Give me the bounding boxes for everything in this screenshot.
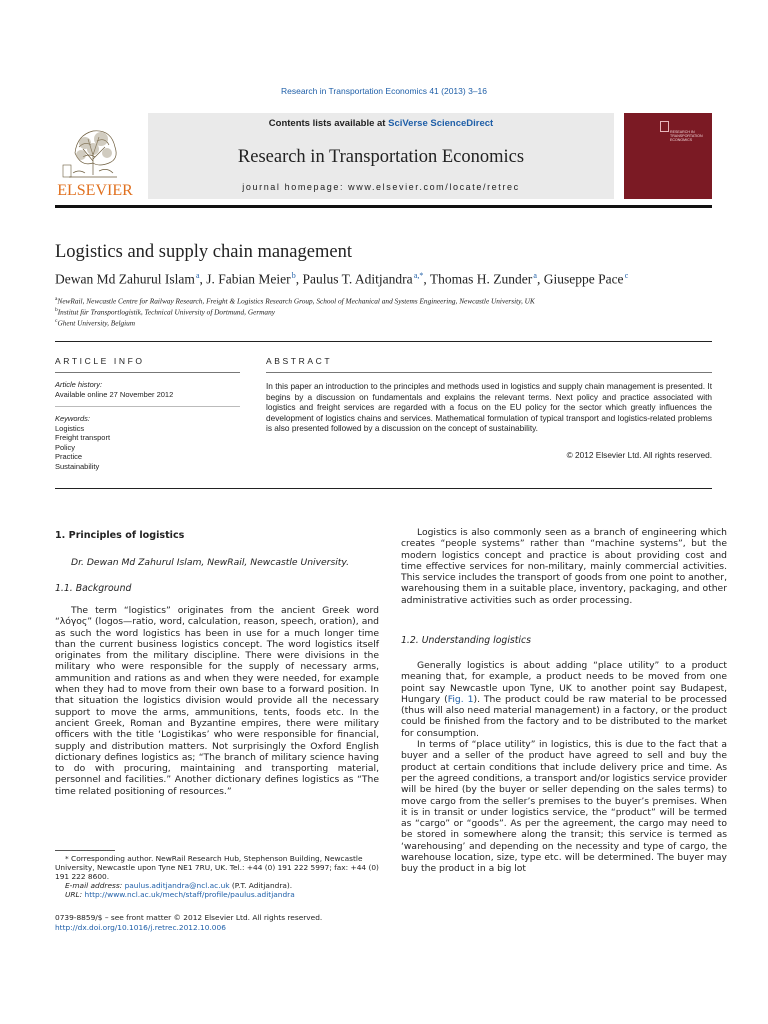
keyword[interactable]: Sustainability bbox=[55, 461, 100, 471]
section-divider bbox=[55, 488, 712, 489]
author-affiliation-marker[interactable]: c bbox=[624, 271, 629, 280]
article-history bbox=[55, 380, 240, 399]
masthead bbox=[55, 113, 712, 199]
author-name[interactable]: Dewan Md Zahurul Islam bbox=[55, 271, 195, 287]
email-label: E-mail address: bbox=[65, 881, 123, 890]
body-column-right bbox=[401, 527, 727, 606]
footnote-rule bbox=[55, 850, 115, 851]
keyword[interactable]: Freight transport bbox=[55, 433, 111, 442]
url-line bbox=[55, 890, 379, 899]
author-affiliation-marker[interactable]: a bbox=[533, 271, 537, 280]
elsevier-logo bbox=[55, 113, 135, 199]
url-label: URL: bbox=[65, 890, 83, 899]
body-column-left bbox=[55, 605, 379, 797]
paragraph-text: ). The product could be raw material to be processed (thus will also need material management) in a factory, or the product could be finished from the factory and to be distributed to the market for consumption. bbox=[401, 693, 728, 739]
cover-logo-icon bbox=[660, 121, 669, 132]
front-matter bbox=[55, 913, 385, 933]
keywords-label: Keywords: bbox=[55, 414, 91, 423]
email-suffix: (P.T. Aditjandra). bbox=[229, 881, 293, 890]
journal-cover[interactable] bbox=[624, 113, 712, 199]
author-name[interactable]: J. Fabian Meier bbox=[206, 271, 291, 287]
profile-url-link[interactable]: http://www.ncl.ac.uk/mech/staff/profile/paulus.aditjandra bbox=[84, 890, 295, 899]
affiliation-marker: c bbox=[55, 318, 58, 324]
affiliation-text: Institut für Transportlogistik, Technical University of Dortmund, Germany bbox=[57, 307, 275, 317]
abstract-copyright: © 2012 Elsevier Ltd. All rights reserved. bbox=[566, 450, 712, 460]
journal-reference[interactable]: Research in Transportation Economics 41 (2013) 3–16 bbox=[280, 86, 487, 96]
affiliation-marker: a bbox=[55, 296, 58, 302]
masthead-rule bbox=[55, 205, 712, 208]
author-name[interactable]: Paulus T. Aditjandra bbox=[302, 271, 413, 287]
doi-link[interactable]: http://dx.doi.org/10.1016/j.retrec.2012.10.006 bbox=[55, 923, 226, 932]
journal-title[interactable]: Research in Transportation Economics bbox=[237, 147, 525, 167]
issn-line: 0739-8859/$ – see front matter © 2012 Elsevier Ltd. All rights reserved. bbox=[55, 913, 323, 922]
journal-homepage[interactable]: journal homepage: www.elsevier.com/locate/retrec bbox=[242, 182, 520, 192]
svg-text:ELSEVIER: ELSEVIER bbox=[57, 182, 133, 199]
article-info-heading: ARTICLE INFO bbox=[55, 356, 145, 366]
keywords-divider bbox=[55, 406, 240, 407]
contents-prefix: Contents lists available at bbox=[268, 118, 389, 129]
cover-text: RESEARCH IN TRANSPORTATION ECONOMICS bbox=[670, 130, 703, 142]
body-column-right-continued bbox=[401, 660, 727, 875]
subsection-heading: 1.2. Understanding logistics bbox=[401, 635, 531, 646]
author-affiliation-marker[interactable]: a,* bbox=[413, 271, 424, 280]
body-paragraph: The term “logistics” originates from the ancient Greek word “λόγος” (logos—ratio, word, calculation, reason, speech, oration), and as such the word logistics has been in use for a much longer time than the current business logistics concept. The word logistics itself originates from the military discipline. There were divisions in the military who were responsible for the supply of necessary arms, ammunition and rations as and when they were needed, for example when they had to move from their own base to a forward position. In that situation the logistics division would provide all the necessary support to move the arms, ammunitions, tents, foods etc. In the ancient Greek, Roman and Byzantine empires, there were military officers with the title ‘Logistikas’ who were responsible for financial, supply and distribution matters. Not surprisingly the Oxford English dictionary defines logistics as; “The branch of military science having to do with procuring, maintaining and transporting material, personnel and facilities.” Another dictionary defines logistics as “The time related positioning of resources.” bbox=[55, 605, 379, 797]
abstract-heading: ABSTRACT bbox=[266, 356, 333, 366]
affiliation bbox=[55, 307, 275, 316]
keyword[interactable]: Policy bbox=[55, 442, 76, 452]
sciencedirect-link[interactable]: SciVerse ScienceDirect bbox=[388, 118, 494, 129]
body-paragraph bbox=[401, 660, 727, 739]
keyword[interactable]: Logistics bbox=[55, 423, 85, 433]
contents-line bbox=[148, 118, 614, 129]
corresponding-author-note: * Corresponding author. NewRail Research Hub, Stephenson Building, Newcastle University, Newcastle upon Tyne NE1 7RU, UK. Tel.: +44 (0) 191 222 5997; fax: +44 (0) 191 222 8600. bbox=[55, 854, 379, 881]
section-byline: Dr. Dewan Md Zahurul Islam, NewRail, Newcastle University. bbox=[71, 557, 350, 568]
affiliation-text: Ghent University, Belgium bbox=[57, 318, 136, 328]
abstract-text: In this paper an introduction to the principles and methods used in logistics and supply chain management is presented. It begins by a discussion on fundamentals and explains the relevant terms. Next policy and practice associated with logistics and freight services are regarded with a focus on the EU policy for the sector which greatly influences the development of logistics chains and services. Mathematical formulation of typical transport and logistics-related problems is also presented followed by a discussion on the concept of sustainability. bbox=[266, 381, 712, 434]
elsevier-tree-icon bbox=[55, 113, 135, 199]
affiliation-text: NewRail, Newcastle Centre for Railway Research, Freight & Logistics Research Group, School of Mechanical and Systems Engineering, Newcastle University, UK bbox=[57, 296, 535, 306]
keywords-block bbox=[55, 414, 240, 471]
affiliation bbox=[55, 318, 135, 327]
affiliation bbox=[55, 296, 535, 305]
paragraph-text: Generally logistics is about adding “place utility” to a product meaning that, for example, a product needs to be moved from one point say Newcastle upon Tyne, UK to another point say Budapest, Hungary ( bbox=[401, 660, 727, 705]
section-divider bbox=[55, 341, 712, 342]
email-link[interactable]: paulus.aditjandra@ncl.ac.uk bbox=[124, 881, 230, 890]
keyword[interactable]: Practice bbox=[55, 452, 83, 461]
email-line bbox=[55, 881, 379, 890]
footnote-block bbox=[55, 854, 379, 899]
body-paragraph: Logistics is also commonly seen as a branch of engineering which creates “people systems” rather than “machine systems”, but the modern logistics concept and practice is about providing cost and time effective services for non-military, mainly commercial activities. This service includes the transport of goods from one point to another, warehousing them in a suitable place, inventory, packaging, and other administrative activities such as order processing. bbox=[401, 527, 727, 606]
author-name[interactable]: Giuseppe Pace bbox=[543, 271, 624, 287]
journal-header-box bbox=[148, 113, 614, 199]
figure-1-link[interactable]: Fig. 1 bbox=[447, 693, 474, 705]
abstract-rule bbox=[266, 372, 712, 373]
affiliation-marker: b bbox=[55, 307, 58, 313]
article-info-rule bbox=[55, 372, 240, 373]
section-heading: 1. Principles of logistics bbox=[55, 530, 185, 541]
author-affiliation-marker[interactable]: a bbox=[195, 271, 200, 280]
author-affiliation-marker[interactable]: b bbox=[291, 271, 296, 280]
author-name[interactable]: Thomas H. Zunder bbox=[429, 271, 533, 287]
author-list: Dewan Md Zahurul Islam $^a$, J. Fabian Meier $^b$, Paulus T. Aditjandra $^{a,*}$, Thomas H. Zunder $^a$, Giuseppe Pace $^c$ bbox=[55, 271, 629, 287]
article-title: Logistics and supply chain management bbox=[55, 242, 352, 262]
history-value: Available online 27 November 2012 bbox=[55, 389, 174, 399]
body-paragraph: In terms of “place utility” in logistics, this is due to the fact that a buyer and a seller of the product have agreed to sell and buy the product at certain conditions that include delivery price and time. As per the agreed conditions, a transport and/or logistics service provider will be hired (by the buyer or seller depending on the sales terms) to move cargo from the seller’s premises to the buyer’s premises. When it is in transit or under logistics service, the “product” will be termed as “cargo” or “goods”. As per the agreement, the cargo may need to be stored in somewhere along the transit; this service is termed as ‘warehousing’ and depending on the necessity and type of cargo, the warehouse location, size, type etc. will be determined. The buyer may buy the product in a big lot bbox=[401, 739, 727, 875]
subsection-heading: 1.1. Background bbox=[55, 583, 132, 594]
history-label: Article history: bbox=[55, 380, 103, 389]
